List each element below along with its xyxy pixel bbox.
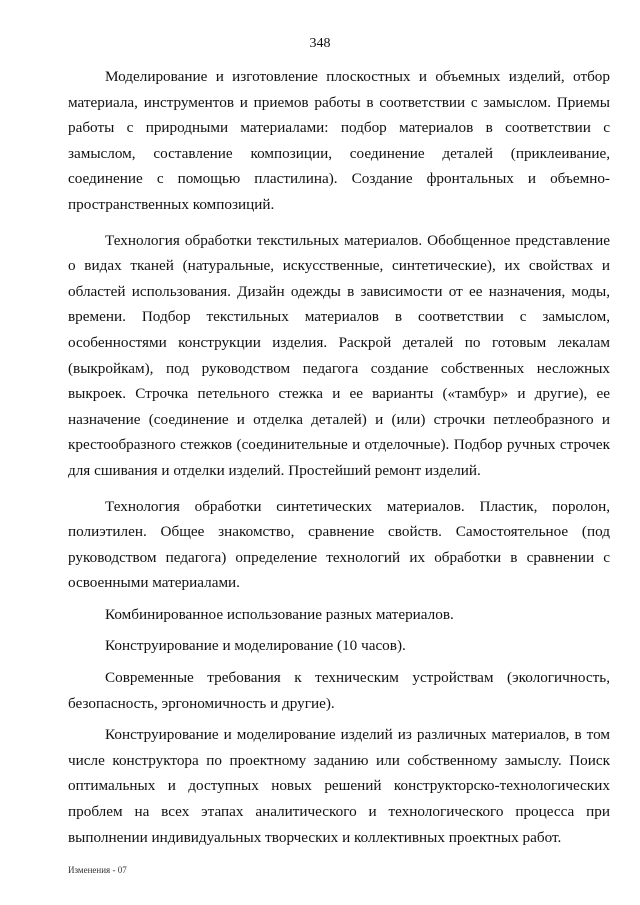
paragraph-textile-technology: Технология обработки текстильных материалов. Обобщенное представление о видах тканей (натуральные, искусственные, синтетические), их свойствах и областей использования. Дизайн одежды в зависимости от ее назначения, моды, времени. Подбор текстильных материалов в соответствии с замыслом, особенностями конструкции изделия. Раскрой деталей по готовым лекалам (выкройкам), под руководством педагога создание собственных несложных выкроек. Строчка петельного стежка и ее варианты («тамбур» и другие), ее назначение (соединение и отделка деталей) и (или) строчки петлеобразного и крестообразного стежков (соединительные и отделочные). Подбор ручных строчек для сшивания и отделки изделий. Простейший ремонт изделий. [68, 231, 610, 479]
paragraph-combined-use: Комбинированное использование разных материалов. [105, 605, 454, 623]
paragraph-synthetic-materials: Технология обработки синтетических материалов. Пластик, поролон, полиэтилен. Общее знакомство, сравнение свойств. Самостоятельное (под руководством педагога) определение технологий их обработки в сравнении с освоенными материалами. [68, 497, 610, 592]
paragraph-construction: Конструирование и моделирование изделий из различных материалов, в том числе конструктора по проектному заданию или собственному замыслу. Поиск оптимальных и доступных новых решений конструкторско-технологических проблем на всех этапах аналитического и технологического процесса при выполнении индивидуальных творческих и коллективных проектных работ. [68, 726, 610, 846]
document-body [68, 64, 610, 850]
paragraph-requirements: Современные требования к техническим устройствам (экологичность, безопасность, эргономичность и другие). [68, 669, 610, 712]
page-footer: Изменения - 07 [68, 865, 127, 875]
paragraph-section-heading: Конструирование и моделирование (10 часов). [105, 637, 406, 655]
paragraph-modeling: Моделирование и изготовление плоскостных и объемных изделий, отбор материала, инструментов и приемов работы в соответствии с замыслом. Приемы работы с природными материалами: подбор материалов в соответствии с замыслом, составление композиции, соединение деталей (приклеивание, соединение с помощью пластилина). Создание фронтальных и объемно-пространственных композиций. [68, 68, 610, 213]
page-number: 348 [309, 36, 331, 51]
